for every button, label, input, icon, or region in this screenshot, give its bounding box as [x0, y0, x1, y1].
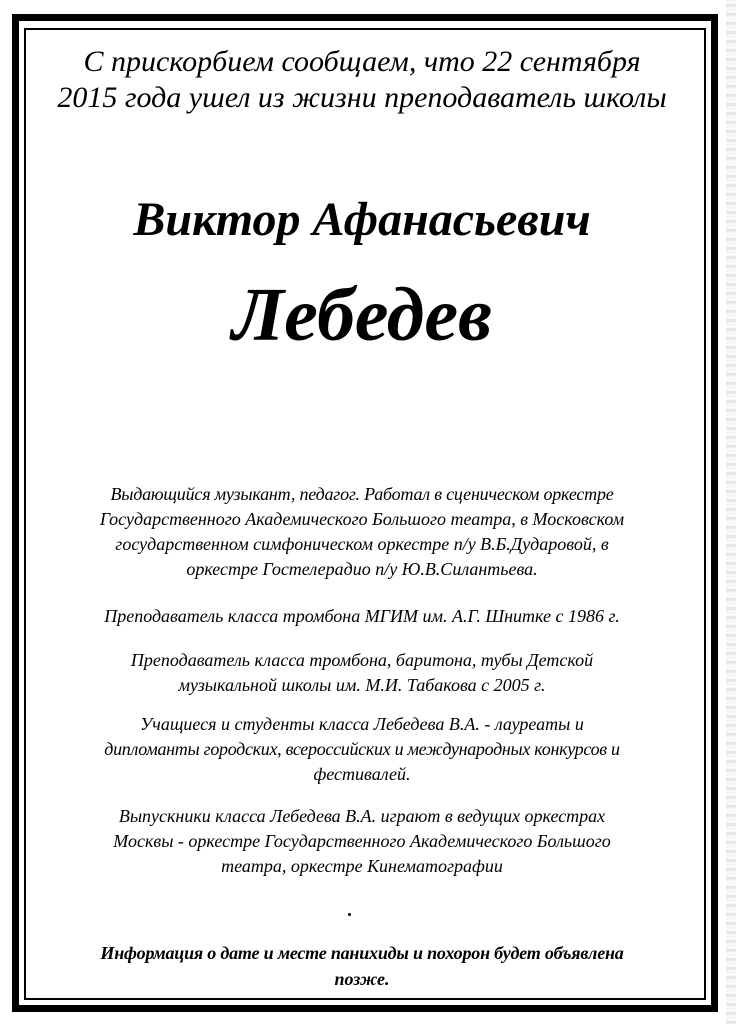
paragraph-line: Выдающийся музыкант, педагог. Работал в сценическом оркестре: [110, 484, 614, 504]
paragraph-line: Учащиеся и студенты класса Лебедева В.А. - лауреаты и: [140, 714, 584, 734]
graduates-paragraph: [30, 804, 694, 879]
footer-line: Информация о дате и месте панихиды и похорон будет объявлена: [100, 943, 624, 963]
intro-text: [30, 44, 694, 116]
students-paragraph: [30, 712, 694, 787]
paragraph-line: Москвы - оркестре Государственного Академического Большого: [113, 831, 611, 851]
funeral-info-note: [30, 940, 694, 992]
deceased-first-names: Виктор Афанасьевич: [133, 193, 591, 246]
paragraph-line: театра, оркестре Кинематографии: [221, 856, 503, 876]
paragraph-line: оркестре Гостелерадио п/у Ю.В.Силантьева.: [186, 559, 538, 579]
deceased-surname: Лебедев: [231, 273, 493, 357]
intro-line: С прискорбием сообщаем, что 22 сентября: [83, 45, 641, 78]
paragraph-line: государственном симфоническом оркестре п/у В.Б.Дударовой, в: [115, 534, 609, 554]
biography-paragraph: [30, 482, 694, 582]
scan-edge-artifact: [726, 0, 736, 1024]
intro-line: 2015 года ушел из жизни преподаватель школы: [57, 81, 667, 114]
paragraph-line: дипломанты городских, всероссийских и международных конкурсов и: [104, 739, 620, 759]
paragraph-line: Преподаватель класса тромбона, баритона, тубы Детской: [130, 650, 594, 670]
paragraph-line: фестивалей.: [313, 764, 411, 784]
teaching-paragraph: [30, 604, 694, 629]
paragraph-line: музыкальной школы им. М.И. Табакова с 2005 г.: [178, 675, 546, 695]
paragraph-line: Выпускники класса Лебедева В.А. играют в ведущих оркестрах: [118, 806, 606, 826]
teaching-paragraph: [30, 648, 694, 698]
paragraph-line: Государственного Академического Большого театра, в Московском: [99, 509, 625, 529]
footer-line: позже.: [334, 969, 390, 989]
scan-speck: [348, 913, 351, 916]
paragraph-line: Преподаватель класса тромбона МГИМ им. А.Г. Шнитке с 1986 г.: [104, 606, 620, 626]
